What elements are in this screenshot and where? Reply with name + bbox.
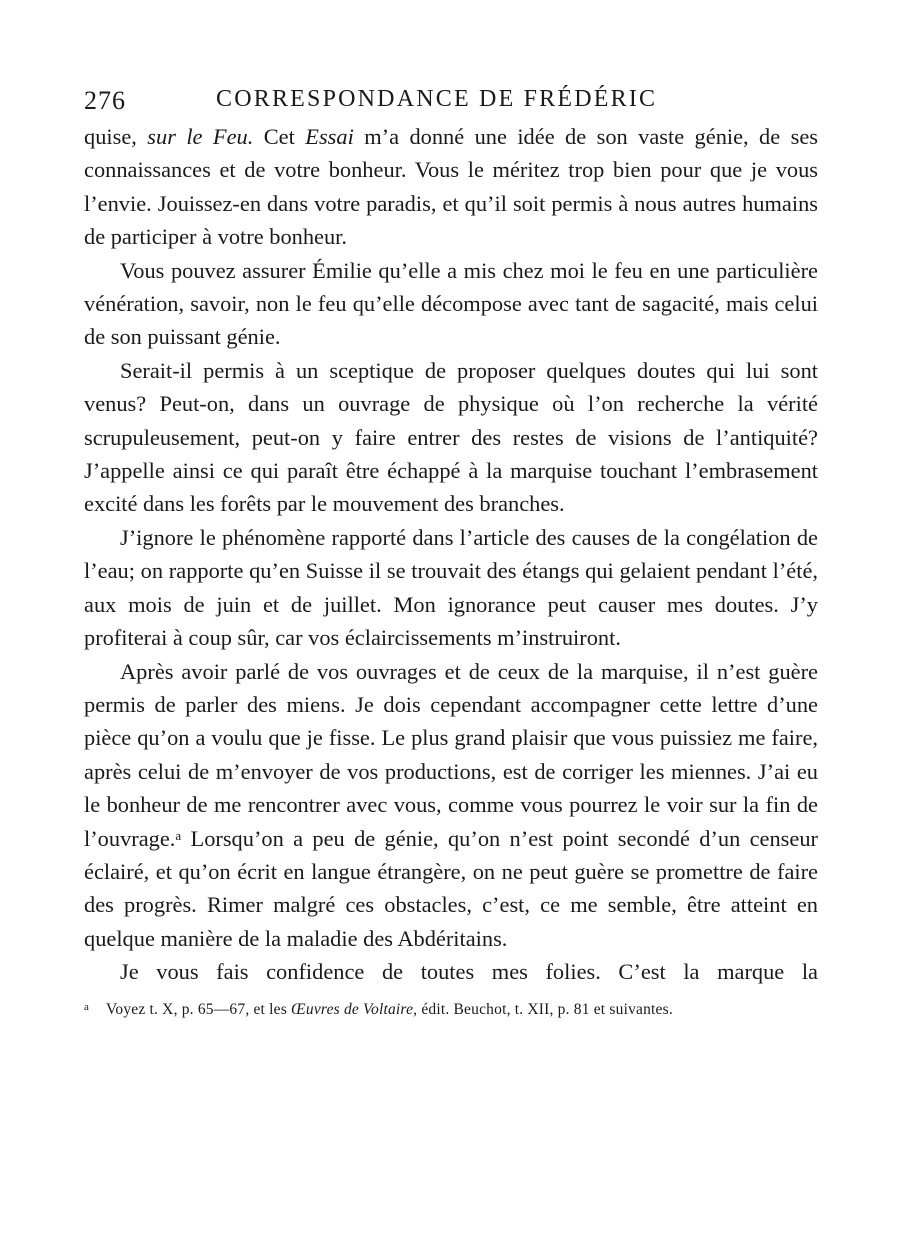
text-run: Cet <box>253 124 306 149</box>
text-run: J’ignore le phénomène rapporté dans l’article des causes de la congélation de l’eau; on rapporte qu’en Suisse il se trouvait des étangs qui gelaient pendant l’été, aux mois de juin et de juillet. Mon ignorance peut causer mes doutes. J’y profiterai à coup sûr, car vos éclaircissements m’instruiront. <box>84 524 818 651</box>
book-page <box>84 84 818 1021</box>
paragraph <box>84 254 818 354</box>
body-text <box>84 120 818 989</box>
text-run: Après avoir parlé de vos ouvrages et de ceux de la marquise, il n’est guère permis de parler des miens. Je dois cependant accompagner cette lettre d’une pièce qu’on a voulu que je fisse. Le plus grand plaisir que vous puissiez me faire, après celui de m’envoyer de vos productions, est de corriger les miennes. J’ai eu le bonheur de me rencontrer avec vous, comme vous pourrez le voir sur la fin de l’ouvrage. <box>84 658 818 851</box>
italic-text: Œuvres de Voltaire, <box>291 1000 418 1018</box>
text-run: m’a donné une idée de son vaste génie, de ses connaissances et de votre bonheur. Vous le méritez trop bien pour que je vous l’envie. Jouissez-en dans votre paradis, et qu’il soit permis à nous autres humains de participer à votre bonheur. <box>84 124 818 250</box>
page-number: 276 <box>84 86 126 115</box>
text-run: Je vous fais confidence de toutes mes folies. C’est la marque la <box>120 959 818 985</box>
footnote-mark: a <box>84 1000 90 1013</box>
italic-text: sur le Feu. <box>147 124 254 149</box>
footnote-reference: a <box>175 827 182 843</box>
running-header <box>84 84 818 118</box>
paragraph <box>84 955 818 988</box>
text-run: Lorsqu’on a peu de génie, qu’on n’est point secondé d’un censeur éclairé, et qu’on écrit en langue étrangère, on ne peut guère se promettre de faire des progrès. Rimer malgré ces obstacles, c’est, ce me semble, être atteint en quelque manière de la maladie des Abdéritains. <box>84 825 818 951</box>
paragraph <box>84 521 818 655</box>
text-run: quise, <box>84 124 148 149</box>
text-run: Voyez t. X, p. 65—67, et les <box>106 1000 292 1018</box>
text-run: Serait-il permis à un sceptique de proposer quelques doutes qui lui sont venus? Peut-on, dans un ouvrage de physique où l’on recherche la vérité scrupuleusement, peut-on y faire entrer des restes de visions de l’antiquité? J’appelle ainsi ce qui paraît être échappé à la marquise touchant l’embrasement excité dans les forêts par le mouvement des branches. <box>84 357 818 517</box>
paragraph <box>84 120 818 254</box>
text-run: édit. Beuchot, t. XII, p. 81 et suivantes. <box>417 1000 673 1018</box>
paragraph <box>84 655 818 956</box>
running-title: CORRESPONDANCE DE FRÉDÉRIC <box>216 86 658 112</box>
italic-text: Essai <box>305 124 354 149</box>
text-run: Vous pouvez assurer Émilie qu’elle a mis chez moi le feu en une particulière vénération, savoir, non le feu qu’elle décompose avec tant de sagacité, mais celui de son puissant génie. <box>84 257 818 350</box>
paragraph <box>84 354 818 521</box>
footnote <box>84 999 818 1021</box>
